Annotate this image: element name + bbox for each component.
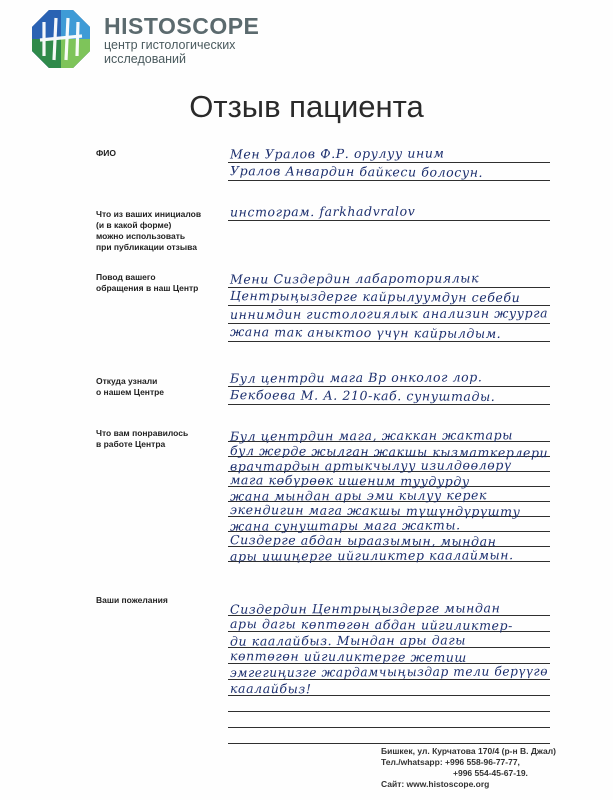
field-label-line: Откуда узнали: [96, 376, 158, 386]
field-answer-1[interactable]: [228, 146, 550, 186]
handwritten-line: Бул центрдин мага, жаккан жактары: [229, 427, 513, 444]
contact-footer: [381, 746, 556, 790]
ruled-line: [228, 220, 550, 221]
handwritten-line: Центрыңыздерге кайрылуумдун себеби: [229, 287, 521, 306]
handwritten-line: көптөгөн ийгиликтерге жетиш: [229, 648, 467, 665]
brand-subtitle-1: центр гистологических: [104, 38, 236, 52]
handwritten-line: Мен Уралов Ф.Р. орулуу иним: [229, 145, 445, 162]
handwritten-line: Мени Сиздердин лабароториялык: [229, 270, 480, 287]
field-answer-3[interactable]: [228, 271, 550, 347]
field-label-2: [96, 209, 201, 253]
brand-subtitle-2: исследований: [104, 52, 187, 66]
handwritten-line: Сиздердин Центрыңыздерге мындан: [229, 600, 501, 617]
ruled-line: [228, 404, 550, 405]
histoscope-logo: [30, 8, 92, 70]
handwritten-line: жана мындан ары эми кылуу керек: [229, 487, 488, 504]
page-title: Отзыв пациента: [189, 89, 424, 124]
ruled-line: [228, 727, 550, 728]
field-label-line: (и в какой форме): [96, 220, 172, 230]
handwritten-line: врачтардын артыкчылуу изилдөөлөрү: [229, 457, 512, 474]
field-label-4: [96, 376, 164, 398]
field-label-line: о нашем Центре: [96, 387, 165, 397]
ruled-line: [228, 711, 550, 712]
handwritten-line: бул жерде жылган жакшы кызматкерлери: [229, 443, 549, 461]
field-label-line: можно использовать: [96, 231, 186, 241]
brand-block: [104, 14, 259, 66]
handwritten-line: Бул центрди мага Вр онколог лор.: [229, 369, 483, 386]
ruled-line: [228, 743, 550, 744]
handwritten-line: ары ишиңерге ийгиликтер каалаймын.: [229, 547, 514, 564]
field-answer-2[interactable]: [228, 204, 550, 226]
field-label-6: [96, 595, 168, 606]
footer-address: Бишкек, ул. Курчатова 170/4 (р-н В. Джал): [381, 746, 556, 756]
field-label-line: в работе Центра: [96, 439, 166, 449]
field-label-line: Что из ваших инициалов: [96, 209, 202, 219]
handwritten-line: жана сунуштары мага жакты.: [229, 517, 461, 534]
field-label-line: ФИО: [96, 148, 116, 158]
handwritten-line: каалайбыз!: [229, 680, 312, 697]
handwritten-line: эмгегиңизге жардамчыңыздар тели берүүгө: [229, 663, 549, 680]
brand-name: HISTOSCOPE: [104, 13, 260, 39]
field-label-line: обращения в наш Центр: [96, 283, 199, 293]
field-label-line: при публикации отзыва: [96, 242, 197, 252]
handwritten-line: Бекбоева М. А. 210-каб. сунуштады.: [229, 387, 496, 404]
field-label-line: Повод вашего: [96, 272, 156, 282]
handwritten-line: Сиздерге абдан ыраазымын, мындан: [229, 532, 497, 549]
handwritten-line: Уралов Анвардин байкеси болосун.: [229, 163, 484, 180]
field-label-1: [96, 148, 116, 159]
field-answer-4[interactable]: [228, 370, 550, 410]
footer-site[interactable]: Сайт: www.histoscope.org: [381, 779, 490, 789]
field-label-line: Что вам понравилось: [96, 428, 189, 438]
handwritten-line: ди каалайбыз. Мындан ары дагы: [229, 632, 467, 649]
field-answer-5[interactable]: [228, 428, 550, 567]
field-label-5: [96, 428, 188, 450]
ruled-line: [228, 341, 550, 342]
ruled-line: [228, 180, 550, 181]
field-label-3: [96, 272, 198, 294]
field-answer-6[interactable]: [228, 601, 550, 749]
handwritten-line: экендигин мага жакшы түшүндүрүшту: [229, 501, 521, 520]
handwritten-line: жана так аныктоо үчүн кайрылдым.: [229, 324, 502, 341]
field-label-line: Ваши пожелания: [96, 595, 168, 605]
handwritten-line: мага көбүрөөк ишеним туудурду: [229, 472, 470, 489]
footer-phone-2: +996 554-45-67-19.: [453, 768, 528, 778]
handwritten-line: инстограм. farkhadvralov: [229, 203, 416, 220]
handwritten-line: ары дагы көптөгөн абдан ийгиликтер-: [229, 616, 514, 633]
handwritten-line: иннимдин гистологиялык анализин жуурга: [229, 305, 549, 322]
footer-phone-1: Тел./whatsapp: +996 558-96-77-77,: [381, 757, 520, 767]
